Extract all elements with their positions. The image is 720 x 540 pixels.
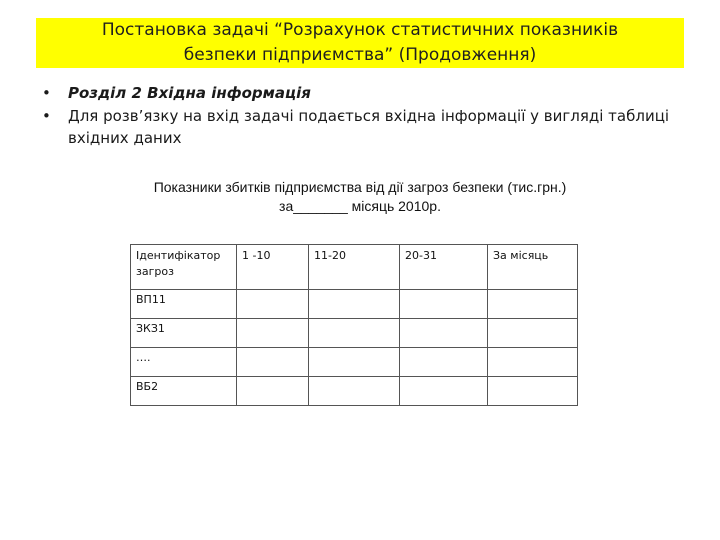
table-cell: ….: [131, 348, 237, 377]
table-row: [131, 348, 578, 377]
table-cell: ВП11: [131, 290, 237, 319]
bullet-marker: •: [42, 107, 51, 125]
table-cell: ЗКЗ1: [131, 319, 237, 348]
header-month-total: За місяць: [488, 245, 578, 290]
table-row: [131, 319, 578, 348]
table-caption-line-2: за_______ місяць 2010р.: [279, 198, 441, 214]
table-cell: [237, 377, 309, 406]
bullet-text: Для розв’язку на вхід задачі подається вхідна інформації у вигляді таблиці вхідних даних: [68, 107, 670, 147]
table-cell: [309, 290, 400, 319]
table-cell: [309, 377, 400, 406]
slide-title-line-2: безпеки підприємства” (Продовження): [183, 45, 537, 65]
table-cell: [237, 348, 309, 377]
header-days-20-31: 20-31: [400, 245, 488, 290]
table-cell: [400, 348, 488, 377]
header-days-1-10: 1 -10: [237, 245, 309, 290]
bullet-item-description: [42, 105, 682, 149]
slide-title-line-1: Постановка задачі “Розрахунок статистичних показників: [101, 20, 619, 40]
table-caption-line-1: Показники збитків підприємства від дії загроз безпеки (тис.грн.): [153, 179, 567, 195]
table-row: [131, 377, 578, 406]
bullet-marker: •: [42, 84, 51, 102]
table-cell: [309, 348, 400, 377]
table-cell: [237, 290, 309, 319]
table-cell: [400, 377, 488, 406]
header-days-11-20: 11-20: [309, 245, 400, 290]
table-cell: [400, 290, 488, 319]
table-caption: [60, 178, 660, 216]
bullet-text: Розділ 2 Вхідна інформація: [68, 84, 311, 102]
header-threat-id: Ідентифікатор загроз: [131, 245, 237, 290]
table-cell: [400, 319, 488, 348]
table-cell: [309, 319, 400, 348]
slide-title: [36, 18, 684, 68]
table-header-row: [131, 245, 578, 290]
table-cell: [237, 319, 309, 348]
table-cell: [488, 290, 578, 319]
bullet-list: [42, 82, 682, 150]
table-cell: [488, 377, 578, 406]
input-data-table: [130, 244, 578, 406]
table-cell: [488, 348, 578, 377]
table-cell: ВБ2: [131, 377, 237, 406]
bullet-item-section: [42, 82, 682, 104]
table-row: [131, 290, 578, 319]
table-cell: [488, 319, 578, 348]
